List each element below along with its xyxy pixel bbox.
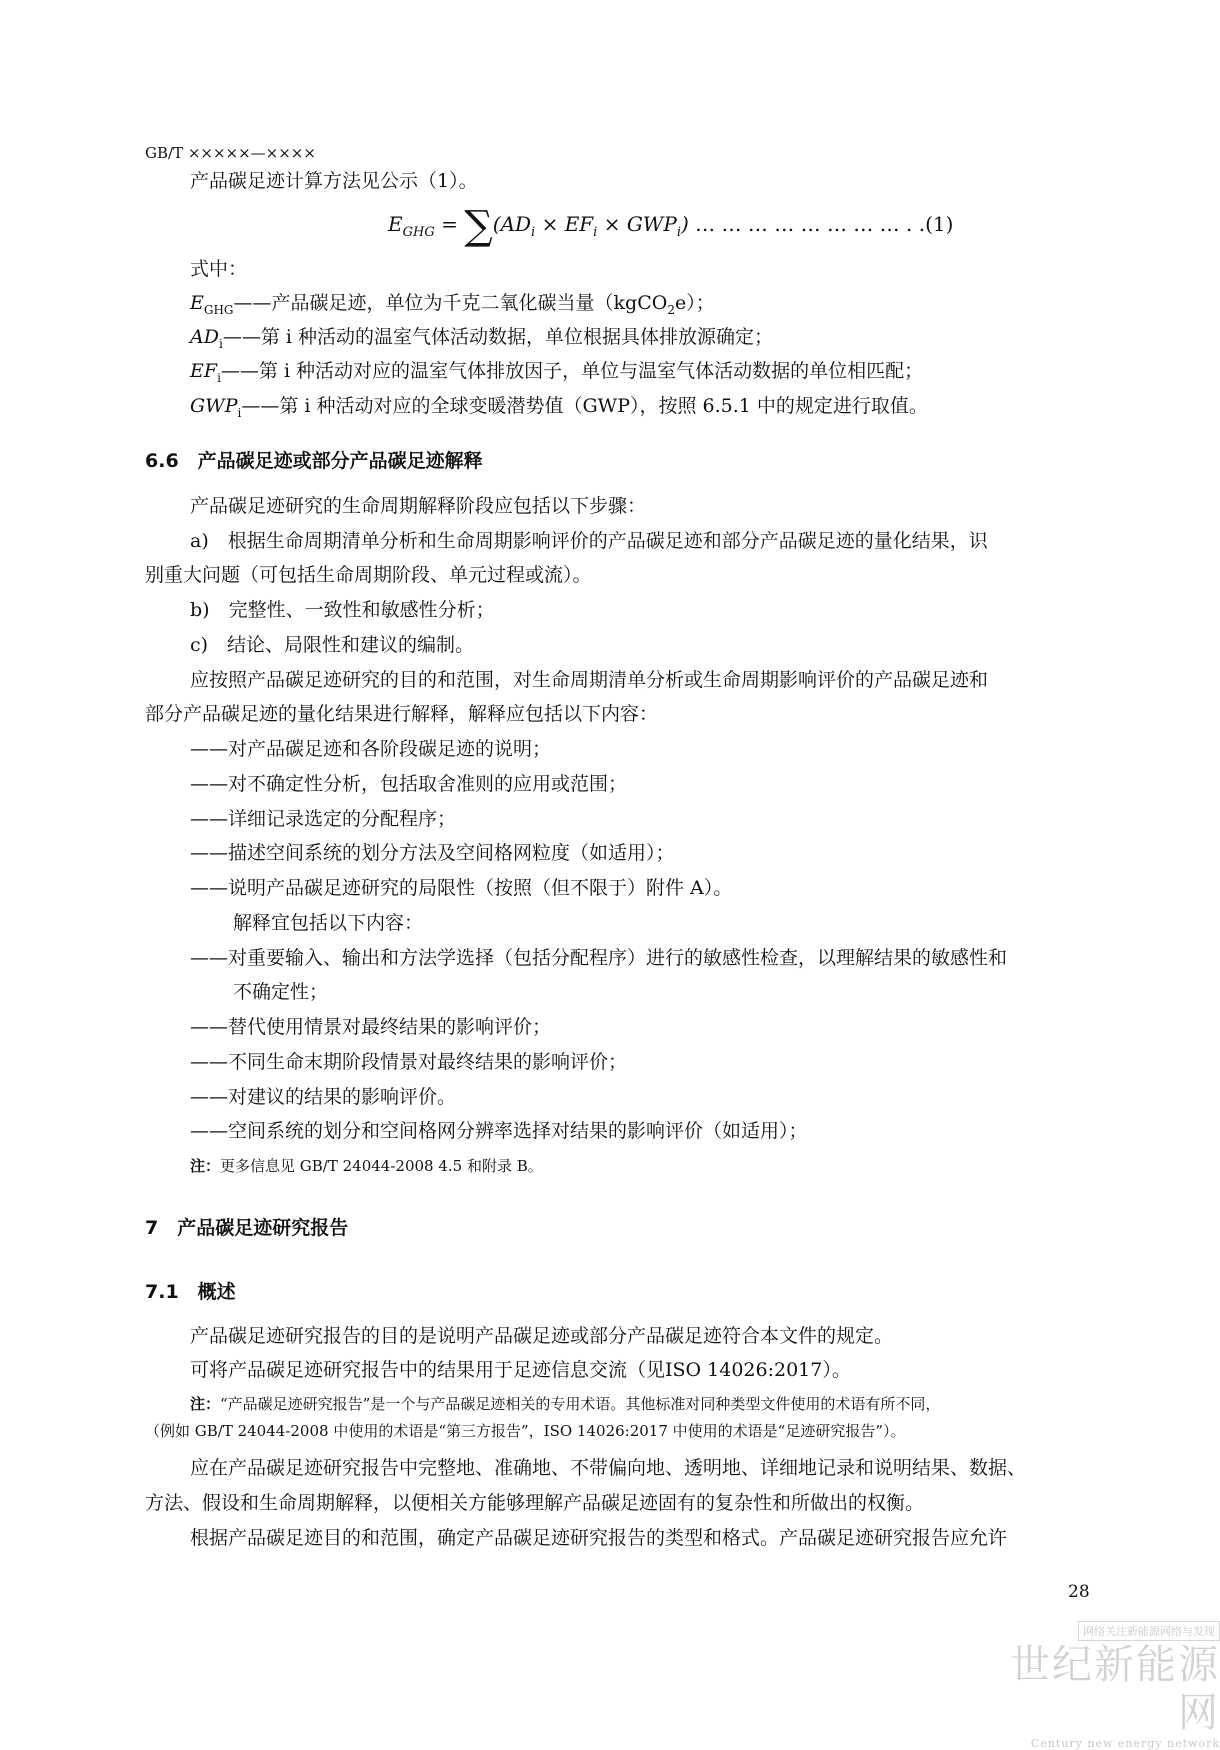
s71-p1: 产品碳足迹研究报告的目的是说明产品碳足迹或部分产品碳足迹符合本文件的规定。 bbox=[190, 1325, 894, 1347]
list-item: ——说明产品碳足迹研究的局限性（按照（但不限于）附件 A）。 bbox=[190, 877, 733, 899]
page-number: 28 bbox=[1068, 1582, 1090, 1602]
list-item: ——描述空间系统的划分方法及空间格网粒度（如适用）； bbox=[190, 842, 675, 864]
def-eghg: $E_{GHG}——$产品碳足迹，单位为千克二氧化碳当量（kgCO$_2$e）； bbox=[190, 292, 715, 317]
def-ad: $AD_i——$第 i 种活动的温室气体活动数据，单位根据具体排放源确定； bbox=[190, 326, 773, 351]
list-item: ——对不确定性分析，包括取舍准则的应用或范围； bbox=[190, 773, 628, 795]
s71-p2: 可将产品碳足迹研究报告中的结果用于足迹信息交流（见ISO 14026:2017）。 bbox=[190, 1359, 851, 1381]
formula-1: $E_{GHG} = \sum(AD_i \times EF_i \times GWP_i)$ … … … … … … … … . .(1) bbox=[388, 203, 954, 249]
list-item: ——不同生命末期阶段情景对最终结果的影响评价； bbox=[190, 1051, 628, 1073]
where-label: 式中： bbox=[190, 258, 248, 280]
formula-number: (1) bbox=[925, 212, 954, 236]
s66-item-a-cont: 别重大问题（可包括生命周期阶段、单元过程或流）。 bbox=[145, 564, 592, 586]
watermark-subtitle: Century new energy network bbox=[1030, 1737, 1220, 1750]
list-item: ——详细记录选定的分配程序； bbox=[190, 808, 457, 830]
list-item: ——对建议的结果的影响评价。 bbox=[190, 1086, 457, 1108]
watermark-logo bbox=[990, 1620, 1220, 1750]
list-item: ——对重要输入、输出和方法学选择（包括分配程序）进行的敏感性检查，以理解结果的敏感性和 bbox=[190, 947, 1008, 969]
intro-text: 产品碳足迹计算方法见公示（1）。 bbox=[190, 170, 478, 192]
list-item: ——替代使用情景对最终结果的影响评价； bbox=[190, 1016, 552, 1038]
s71-p4: 根据产品碳足迹目的和范围，确定产品碳足迹研究报告的类型和格式。产品碳足迹研究报告应允许 bbox=[190, 1527, 1008, 1549]
watermark-tagline: 网络关注新能源网络与发现 bbox=[1078, 1621, 1220, 1641]
heading-7: 7 产品碳足迹研究报告 bbox=[145, 1217, 349, 1239]
s66-p3: 解释宜包括以下内容： bbox=[233, 912, 424, 934]
s66-item-c: c) 结论、局限性和建议的编制。 bbox=[190, 634, 475, 656]
s66-note: 注：更多信息见 GB/T 24044-2008 4.5 和附录 B。 bbox=[190, 1157, 543, 1175]
s66-item-a: a) 根据生命周期清单分析和生命周期影响评价的产品碳足迹和部分产品碳足迹的量化结果，识 bbox=[190, 530, 988, 552]
def-gwp: $GWP_i——$第 i 种活动对应的全球变暖潜势值（GWP），按照 6.5.1 中的规定进行取值。 bbox=[190, 395, 928, 420]
heading-6-6: 6.6 产品碳足迹或部分产品碳足迹解释 bbox=[145, 450, 483, 472]
watermark-name: 世纪新能源网 bbox=[1010, 1642, 1220, 1736]
s71-p3: 应在产品碳足迹研究报告中完整地、准确地、不带偏向地、透明地、详细地记录和说明结果、数据、 bbox=[190, 1457, 1027, 1479]
s71-note-cont: （例如 GB/T 24044-2008 中使用的术语是“第三方报告”，ISO 14026:2017 中使用的术语是“足迹研究报告”）。 bbox=[145, 1422, 906, 1440]
s66-p1: 产品碳足迹研究的生命周期解释阶段应包括以下步骤： bbox=[190, 495, 647, 517]
def-ef: $EF_i——$第 i 种活动对应的温室气体排放因子，单位与温室气体活动数据的单位相匹配； bbox=[190, 360, 924, 385]
s71-p3-cont: 方法、假设和生命周期解释，以便相关方能够理解产品碳足迹固有的复杂性和所做出的权衡。 bbox=[145, 1492, 925, 1514]
heading-7-1: 7.1 概述 bbox=[145, 1281, 236, 1303]
list-item-cont: 不确定性； bbox=[233, 981, 329, 1003]
list-item: ——对产品碳足迹和各阶段碳足迹的说明； bbox=[190, 738, 552, 760]
s66-p2-cont: 部分产品碳足迹的量化结果进行解释，解释应包括以下内容： bbox=[145, 703, 659, 725]
s66-p2: 应按照产品碳足迹研究的目的和范围，对生命周期清单分析或生命周期影响评价的产品碳足迹和 bbox=[190, 669, 989, 691]
s66-item-b: b) 完整性、一致性和敏感性分析； bbox=[190, 599, 495, 621]
list-item: ——空间系统的划分和空间格网分辨率选择对结果的影响评价（如适用）； bbox=[190, 1120, 808, 1142]
doc-id: GB/T ×××××—×××× bbox=[145, 144, 316, 162]
s71-note: 注：“产品碳足迹研究报告”是一个与产品碳足迹相关的专用术语。其他标准对同种类型文件使用的术语有所不同， bbox=[190, 1395, 941, 1413]
